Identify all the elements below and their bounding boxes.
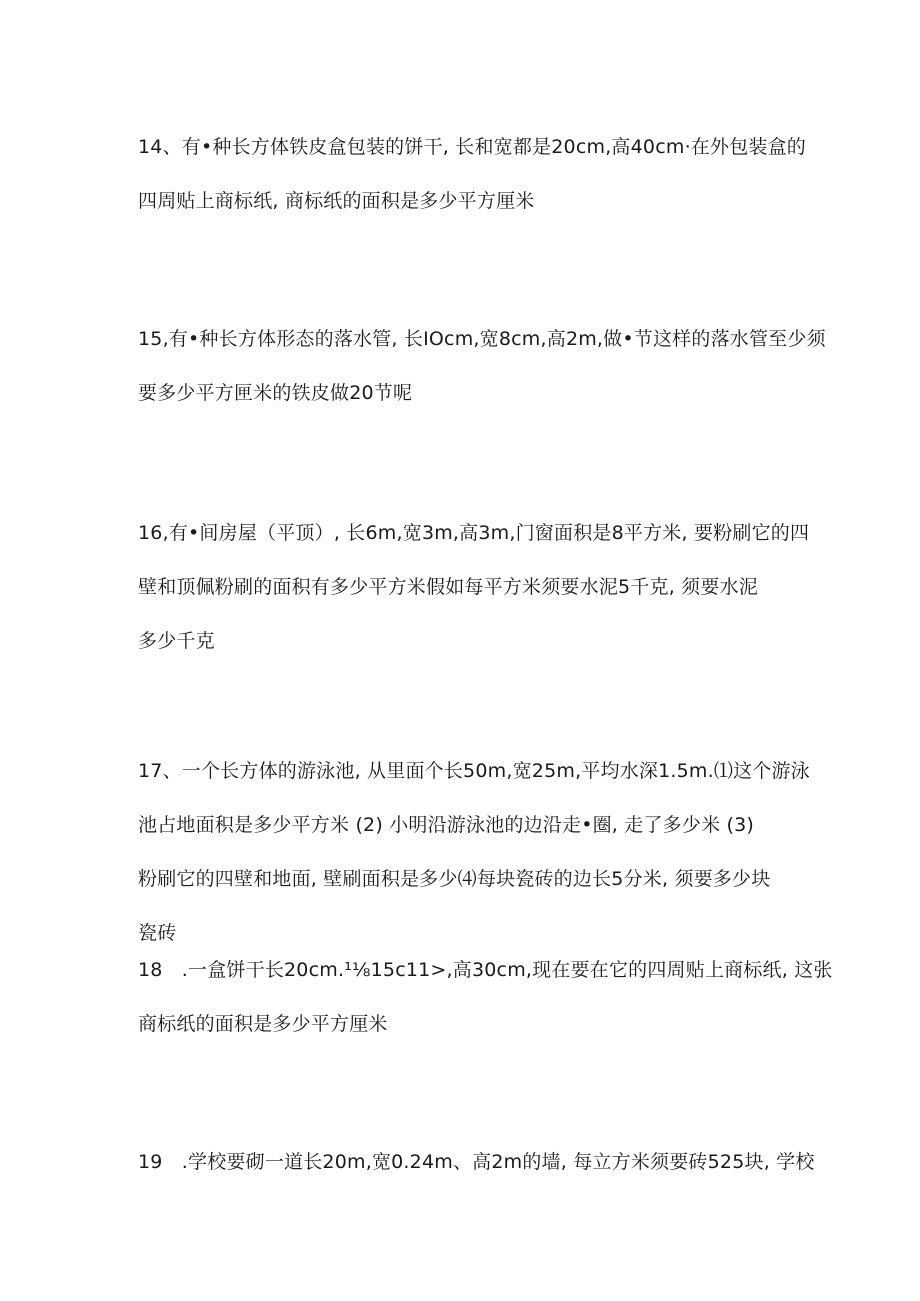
problem-line: 池占地面积是多少平方米 (2) 小明沿游泳池的边沿走•圈, 走了多少米 (3) [138,814,755,836]
problem-line: 瓷砖 [138,922,177,944]
problem-line: 壁和顶佩粉刷的面积有多少平方米假如每平方米须要水泥5千克, 须要水泥 [138,576,758,598]
problem-14 [138,134,807,214]
problem-19 [138,1149,815,1175]
problem-line: 要多少平方匣米的铁皮做20节呢 [138,382,413,404]
problem-line: 18 .一盒饼干长20cm.¹⅛15c11>,高30cm,现在要在它的四周贴上商标纸, 这张 [138,959,833,981]
problem-line: 粉刷它的四壁和地面, 壁刷面积是多少⑷每块瓷砖的边长5分米, 须要多少块 [138,868,771,890]
problem-18 [138,957,833,1037]
problem-line: 商标纸的面积是多少平方厘米 [138,1013,388,1035]
problem-line: 四周贴上商标纸, 商标纸的面积是多少平方厘米 [138,190,535,212]
problem-line: 15,有•种长方体形态的落水管, 长IOcm,宽8cm,高2m,做•节这样的落水管至少须 [138,328,826,350]
problem-17 [138,758,810,946]
problem-15 [138,326,826,406]
problem-16 [138,520,810,654]
problem-line: 多少千克 [138,630,215,652]
problem-line: 14、有•种长方体铁皮盒包装的饼干, 长和宽都是20cm,高40cm·在外包装盒的 [138,136,807,158]
problem-line: 16,有•间房屋（平顶）, 长6m,宽3m,高3m,门窗面积是8平方米, 要粉刷它的四 [138,522,810,544]
problem-line: 19 .学校要砌一道长20m,宽0.24m、高2m的墙, 每立方米须要砖525块, 学校 [138,1151,815,1173]
problem-line: 17、一个长方体的游泳池, 从里面个长50m,宽25m,平均水深1.5m.⑴这个游泳 [138,760,810,782]
